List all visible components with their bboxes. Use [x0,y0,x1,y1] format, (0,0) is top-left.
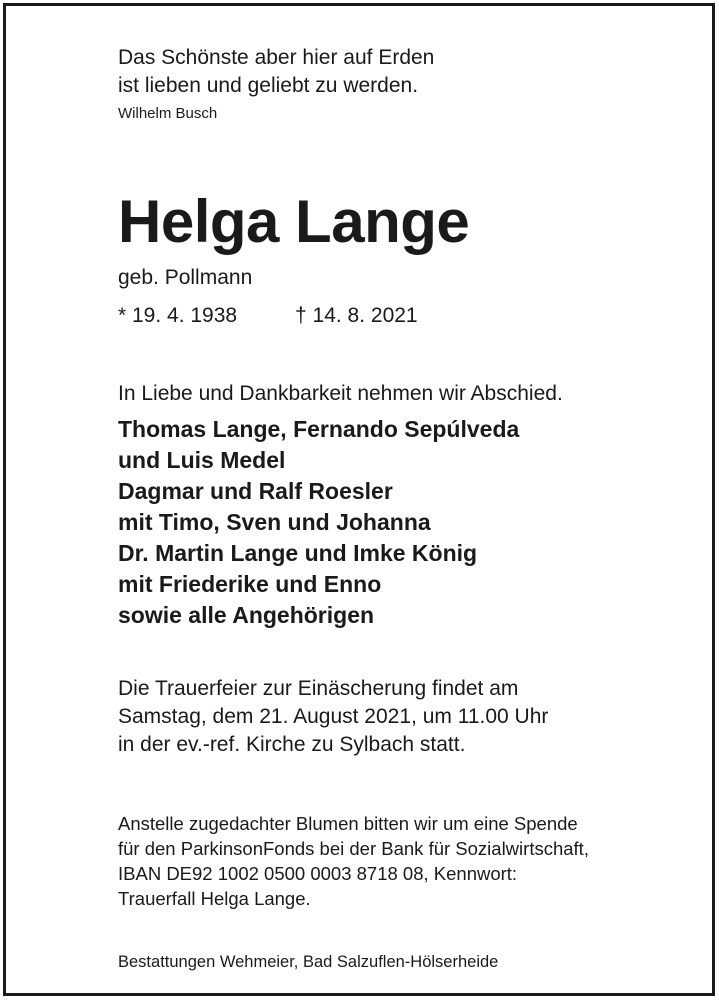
mourner-line: Dr. Martin Lange und Imke König [118,540,478,566]
donation-info [118,811,698,911]
ceremony-line: Samstag, dem 21. August 2021, um 11.00 Uhr [118,705,549,728]
donation-line: für den ParkinsonFonds bei der Bank für Sozialwirtschaft, [118,838,589,859]
mourner-line: mit Friederike und Enno [118,571,382,597]
undertaker-credit: Bestattungen Wehmeier, Bad Salzuflen-Hölserheide [118,953,499,971]
donation-line: Anstelle zugedachter Blumen bitten wir um eine Spende [118,813,578,834]
life-dates [118,302,698,330]
ceremony-info [118,675,698,759]
deceased-name: Helga Lange [118,188,470,255]
donation-line: Trauerfall Helga Lange. [118,888,311,909]
obituary-notice [118,44,698,973]
maiden-name: geb. Pollmann [118,266,253,289]
death-date: † 14. 8. 2021 [295,304,418,327]
quote-line: Das Schönste aber hier auf Erden [118,46,435,69]
farewell-text: In Liebe und Dankbarkeit nehmen wir Abschied. [118,382,563,405]
mourner-line: Dagmar und Ralf Roesler [118,478,393,504]
ceremony-line: in der ev.-ref. Kirche zu Sylbach statt. [118,733,466,756]
ceremony-line: Die Trauerfeier zur Einäscherung findet am [118,677,519,700]
mourner-line: mit Timo, Sven und Johanna [118,509,431,535]
mourners-list [118,414,698,631]
quote [118,44,698,124]
mourner-line: Thomas Lange, Fernando Sepúlveda [118,416,520,442]
quote-author: Wilhelm Busch [118,105,218,122]
quote-line: ist lieben und geliebt zu werden. [118,74,419,97]
mourner-line: und Luis Medel [118,447,286,473]
mourner-line: sowie alle Angehörigen [118,602,375,628]
birth-date: * 19. 4. 1938 [118,304,238,327]
donation-line: IBAN DE92 1002 0500 0003 8718 08, Kennwort: [118,863,518,884]
